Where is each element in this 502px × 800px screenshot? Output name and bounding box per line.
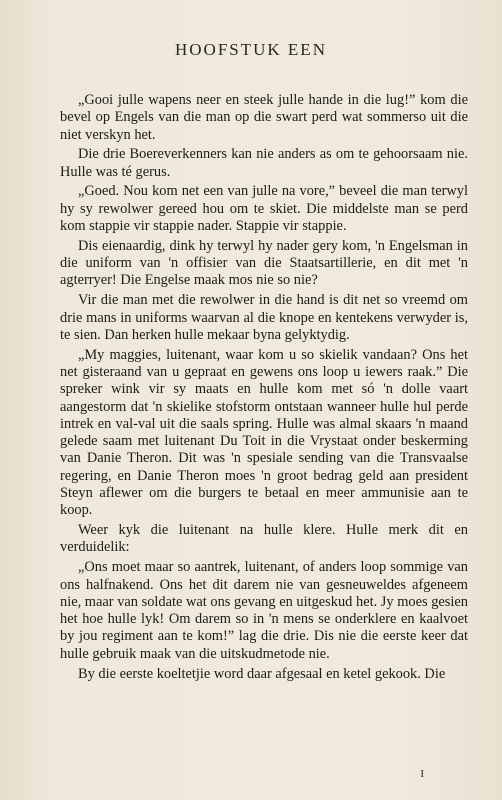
paragraph: „Gooi julle wapens neer en steek julle hande in die lug!” kom die bevel op Engels van die man op die swart perd wat sommerso uit die niet verskyn het.: [60, 92, 468, 143]
body-text: [60, 92, 468, 683]
paragraph: „Goed. Nou kom net een van julle na vore,” beveel die man terwyl hy sy rewolwer gereed hou om te skiet. Die middelste man se perd kom stappie vir stappie nader. Stappie vir stappie.: [60, 183, 468, 235]
chapter-title: HOOFSTUK EEN: [175, 40, 327, 59]
paragraph: Dis eienaardig, dink hy terwyl hy nader gery kom, 'n Engelsman in die uniform van 'n offisier van die Staatsartillerie, en dit met 'n agterryer! Die Engelse maak mos nie so nie?: [60, 237, 468, 289]
paragraph: By die eerste koeltetjie word daar afgesaal en ketel gekook. Die: [78, 665, 446, 682]
paragraph: Die drie Boereverkenners kan nie anders as om te gehoorsaam nie. Hulle was té gerus.: [60, 146, 468, 180]
page-number: I: [420, 768, 424, 780]
paragraph: Weer kyk die luitenant na hulle klere. Hulle merk dit en verduidelik:: [60, 522, 468, 556]
paragraph: „Ons moet maar so aantrek, luitenant, of anders loop sommige van ons halfnakend. Ons het dit darem nie van gesneuweldes afgeneem nie, maar van soldate wat ons gevang en uitgeskud het. Jy moes gesien het hoe hulle lyk! Om darem so in 'n mens se onderklere en kaalvoet by jou regiment aan te kom!” lag die drie. Dis nie die eerste keer dat hulle gebruik maak van die uitskudmetode nie.: [60, 559, 468, 662]
paragraph: „My maggies, luitenant, waar kom u so skielik vandaan? Ons het net gisteraand van u gepraat en gewens ons loop u iewers raak.” Die spreker wink vir sy maats en hulle kom met só 'n dolle vaart aangestorm dat 'n skielike stofstorm ontstaan wanneer hulle hul perde intrek en val-val uit die saals spring. Hulle was almal skaars 'n maand gelede saam met luitenant Du Toit in die Vrystaat onder beskerming van Danie Theron. Dit was 'n spesiale sending van die Transvaalse regering, en Danie Theron moes 'n groot bedrag geld aan president Steyn aflewer om die burgers te betaal en meer ammunisie aan te koop.: [60, 346, 468, 519]
paragraph: Vir die man met die rewolwer in die hand is dit net so vreemd om drie mans in uniforms waarvan al die knope en kentekens verwyder is, te sien. Dan herken hulle mekaar byna gelyktydig.: [60, 292, 468, 343]
